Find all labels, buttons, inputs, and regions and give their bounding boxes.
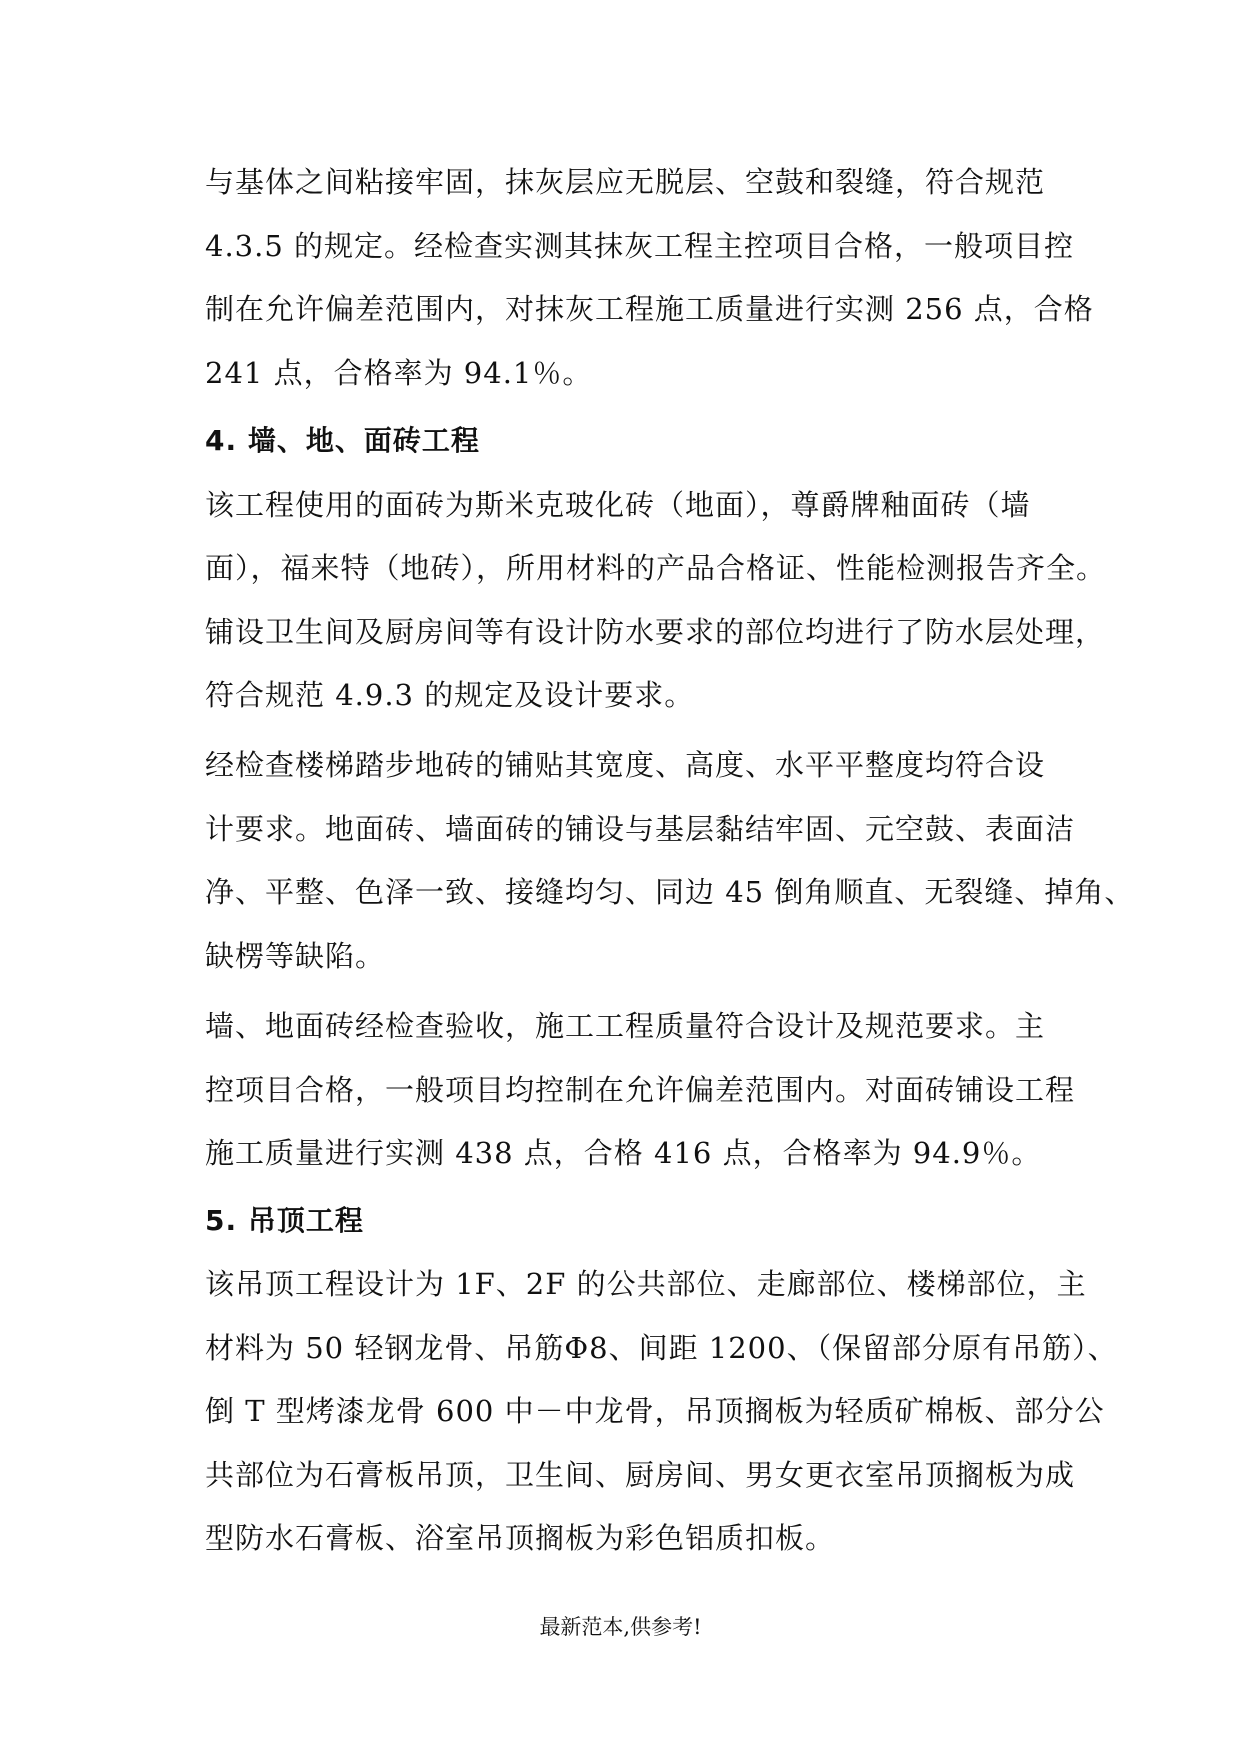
section-heading-tiles: 4. 墙、地、面砖工程 <box>205 424 480 457</box>
paragraph-line: 倒 T 型烤漆龙骨 600 中－中龙骨，吊顶搁板为轻质矿棉板、部分公 <box>205 1394 1105 1428</box>
paragraph-line: 经检查楼梯踏步地砖的铺贴其宽度、高度、水平平整度均符合设 <box>205 748 1046 782</box>
paragraph-line: 符合规范 4.9.3 的规定及设计要求。 <box>205 678 695 712</box>
section-heading-ceiling: 5. 吊顶工程 <box>205 1204 364 1237</box>
paragraph-line: 墙、地面砖经检查验收，施工工程质量符合设计及规范要求。主 <box>205 1009 1046 1043</box>
paragraph-line: 4.3.5 的规定。经检查实测其抹灰工程主控项目合格，一般项目控 <box>205 229 1075 263</box>
paragraph-line: 与基体之间粘接牢固，抹灰层应无脱层、空鼓和裂缝，符合规范 <box>205 165 1046 199</box>
paragraph-line: 施工质量进行实测 438 点，合格 416 点，合格率为 94.9％。 <box>205 1136 1042 1170</box>
paragraph-line: 共部位为石膏板吊顶，卫生间、厨房间、男女更衣室吊顶搁板为成 <box>205 1458 1076 1492</box>
paragraph-line: 制在允许偏差范围内，对抹灰工程施工质量进行实测 256 点，合格 <box>205 292 1094 326</box>
paragraph-line: 型防水石膏板、浴室吊顶搁板为彩色铝质扣板。 <box>205 1521 836 1555</box>
paragraph-line: 缺楞等缺陷。 <box>205 939 386 973</box>
paragraph-line: 材料为 50 轻钢龙骨、吊筋Φ8、间距 1200、（保留部分原有吊筋）、 <box>205 1331 1118 1365</box>
paragraph-line: 241 点，合格率为 94.1％。 <box>205 356 593 390</box>
paragraph-line: 铺设卫生间及厨房间等有设计防水要求的部位均进行了防水层处理， <box>205 615 1106 649</box>
paragraph-line: 计要求。地面砖、墙面砖的铺设与基层黏结牢固、元空鼓、表面洁 <box>205 812 1076 846</box>
paragraph-line: 该工程使用的面砖为斯米克玻化砖（地面），尊爵牌釉面砖（墙 <box>205 488 1031 522</box>
paragraph-line: 该吊顶工程设计为 1F、2F 的公共部位、走廊部位、楼梯部位，主 <box>205 1267 1087 1301</box>
page-footer: 最新范本,供参考! <box>539 1615 702 1639</box>
paragraph-line: 净、平整、色泽一致、接缝均匀、同边 45 倒角顺直、无裂缝、掉角、 <box>205 875 1135 909</box>
paragraph-line: 面），福来特（地砖），所用材料的产品合格证、性能检测报告齐全。 <box>205 551 1107 585</box>
paragraph-line: 控项目合格，一般项目均控制在允许偏差范围内。对面砖铺设工程 <box>205 1073 1076 1107</box>
